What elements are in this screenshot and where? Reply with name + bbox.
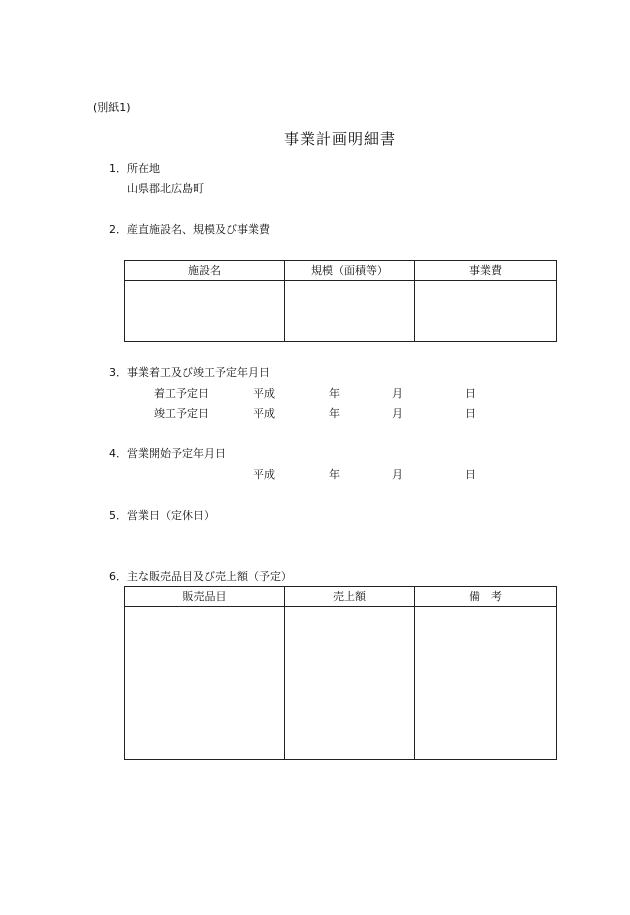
document-title: 事業計画明細書 <box>284 130 397 148</box>
start-date-label: 着工予定日 <box>154 387 209 400</box>
section-1-heading: 1．所在地 <box>109 162 160 175</box>
start-date-month: 月 <box>392 387 403 400</box>
sales-table <box>124 586 557 760</box>
opening-date-era: 平成 <box>253 468 275 481</box>
section-3-heading: 3．事業着工及び竣工予定年月日 <box>109 366 270 379</box>
start-date-era: 平成 <box>253 387 275 400</box>
completion-date-month: 月 <box>392 407 403 420</box>
opening-date-year: 年 <box>329 468 340 481</box>
sales-item-header: 販売品目 <box>125 587 285 607</box>
location-address: 山県郡北広島町 <box>127 182 204 195</box>
opening-date-day: 日 <box>465 468 476 481</box>
attachment-label: (別紙1) <box>93 101 131 114</box>
facility-cost-header: 事業費 <box>415 261 557 281</box>
sales-remarks-header: 備 考 <box>415 587 557 607</box>
section-6-heading: 6．主な販売品目及び売上額（予定） <box>109 570 292 583</box>
completion-date-day: 日 <box>465 407 476 420</box>
start-date-day: 日 <box>465 387 476 400</box>
section-2-heading: 2．産直施設名、規模及び事業費 <box>109 223 270 236</box>
completion-date-year: 年 <box>329 407 340 420</box>
completion-date-label: 竣工予定日 <box>154 407 209 420</box>
facility-table-header-row <box>125 261 557 281</box>
facility-name-cell[interactable] <box>125 281 285 342</box>
facility-table <box>124 260 557 342</box>
sales-table-header-row <box>125 587 557 607</box>
facility-cost-cell[interactable] <box>415 281 557 342</box>
table-row <box>125 607 557 760</box>
facility-scale-header: 規模（面積等） <box>285 261 415 281</box>
sales-amount-header: 売上額 <box>285 587 415 607</box>
sales-item-cell[interactable] <box>125 607 285 760</box>
sales-remarks-cell[interactable] <box>415 607 557 760</box>
section-5-heading: 5．営業日（定休日） <box>109 509 215 522</box>
facility-scale-cell[interactable] <box>285 281 415 342</box>
table-row <box>125 281 557 342</box>
start-date-year: 年 <box>329 387 340 400</box>
sales-amount-cell[interactable] <box>285 607 415 760</box>
facility-name-header: 施設名 <box>125 261 285 281</box>
opening-date-month: 月 <box>392 468 403 481</box>
completion-date-era: 平成 <box>253 407 275 420</box>
section-4-heading: 4．営業開始予定年月日 <box>109 447 226 460</box>
